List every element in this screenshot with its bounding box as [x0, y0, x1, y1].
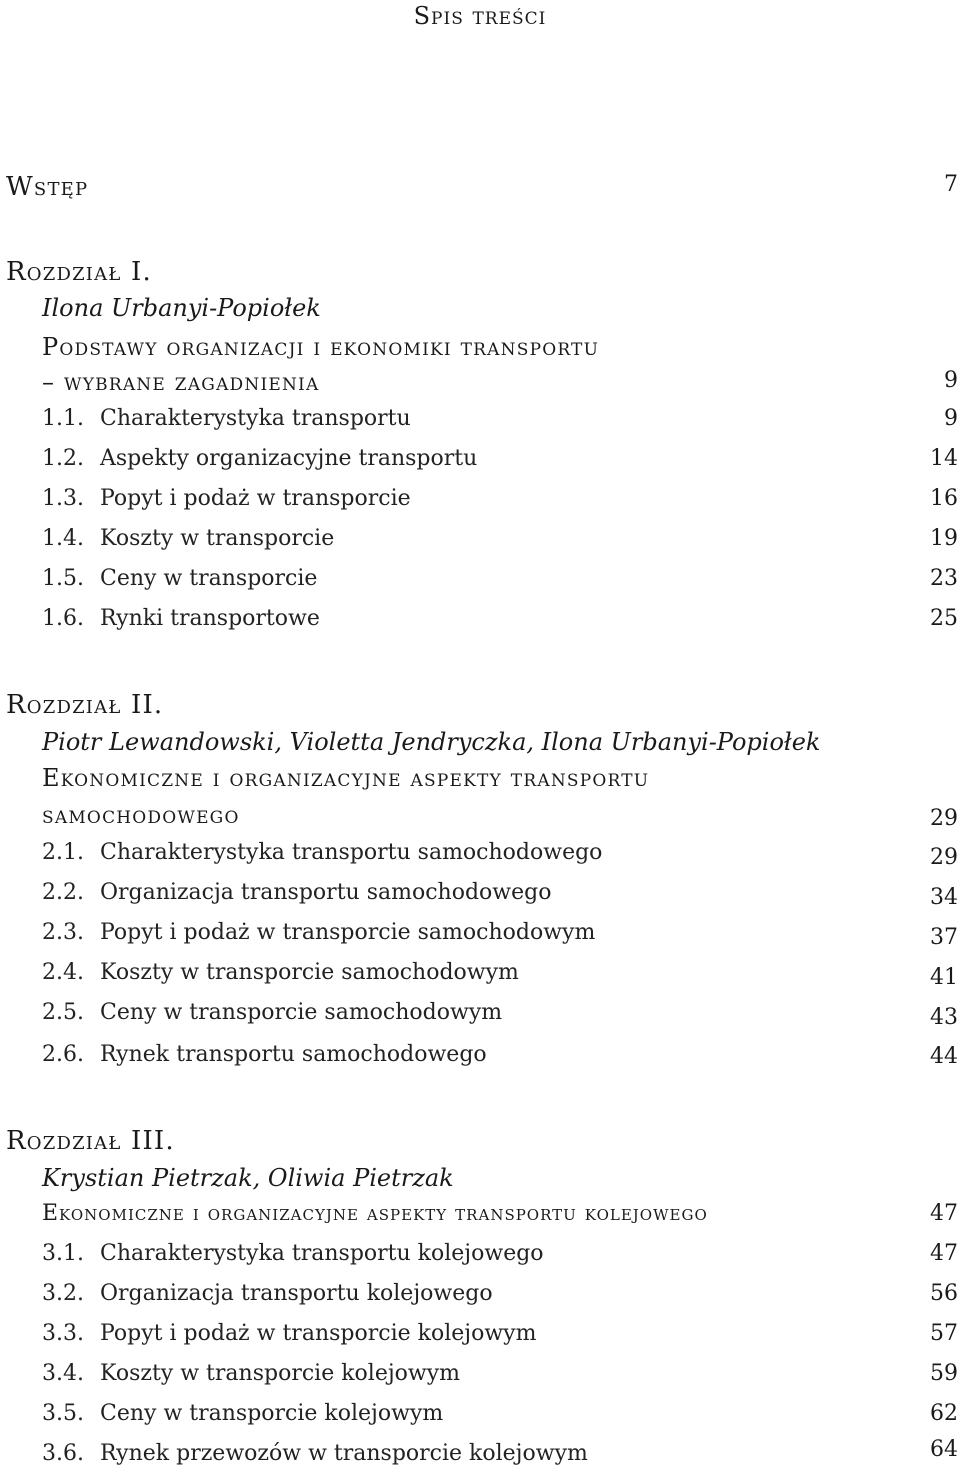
section-title: Rynki transportowe: [100, 606, 320, 631]
toc-page-number: 47: [930, 1201, 958, 1226]
section-title: Rynek transportu samochodowego: [100, 1042, 487, 1067]
toc-page-number: 16: [930, 486, 958, 511]
toc-page-number: 64: [930, 1437, 958, 1462]
chapter-1-title-row-2[interactable]: [6, 368, 958, 402]
toc-page-number: 47: [930, 1241, 958, 1266]
toc-section-entry[interactable]: [6, 1241, 958, 1275]
toc-page-number: 37: [930, 925, 958, 950]
section-number: 1.6.: [42, 606, 84, 631]
toc-section-entry[interactable]: [6, 1042, 958, 1076]
chapter-authors: Krystian Pietrzak, Oliwia Pietrzak: [42, 1164, 454, 1192]
section-number: 1.4.: [42, 526, 84, 551]
section-title: Ceny w transporcie samochodowym: [100, 1000, 503, 1025]
section-number: 2.1.: [42, 840, 84, 865]
toc-page-number: 19: [930, 526, 958, 551]
section-title: Koszty w transporcie samochodowym: [100, 960, 519, 985]
section-number: 2.4.: [42, 960, 84, 985]
section-number: 1.3.: [42, 486, 84, 511]
section-number: 3.4.: [42, 1361, 84, 1386]
section-number: 2.3.: [42, 920, 84, 945]
chapter-authors: Ilona Urbanyi-Popiołek: [42, 294, 321, 322]
chapter-3-authors-row: [6, 1164, 958, 1198]
toc-section-entry[interactable]: [6, 566, 958, 600]
chapter-2-title-row-1[interactable]: [6, 764, 958, 798]
section-number: 1.2.: [42, 446, 84, 471]
chapter-label: Rozdział I.: [6, 257, 152, 287]
chapter-title: Ekonomiczne i organizacyjne aspekty transportu kolejowego: [42, 1201, 708, 1226]
chapter-title: – wybrane zagadnienia: [42, 368, 320, 396]
toc-page-number: 59: [930, 1361, 958, 1386]
section-title: Rynek przewozów w transporcie kolejowym: [100, 1441, 588, 1466]
chapter-1-authors-row: [6, 294, 958, 328]
chapter-3-label-row: [6, 1126, 958, 1160]
toc-section-entry[interactable]: [6, 840, 958, 874]
toc-section-entry[interactable]: [6, 920, 958, 954]
chapter-title: Ekonomiczne i organizacyjne aspekty transportu: [42, 764, 650, 792]
toc-page-number: 7: [944, 172, 958, 197]
section-title: Charakterystyka transportu: [100, 406, 411, 431]
section-title: Popyt i podaż w transporcie: [100, 486, 411, 511]
section-title: Ceny w transporcie kolejowym: [100, 1401, 444, 1426]
section-number: 2.2.: [42, 880, 84, 905]
toc-section-entry[interactable]: [6, 486, 958, 520]
toc-page-number: 9: [944, 368, 958, 393]
section-title: Charakterystyka transportu samochodowego: [100, 840, 603, 865]
toc-page-number: 25: [930, 606, 958, 631]
section-title: Organizacja transportu kolejowego: [100, 1281, 493, 1306]
section-number: 3.1.: [42, 1241, 84, 1266]
toc-section-entry[interactable]: [6, 1401, 958, 1435]
section-number: 3.6.: [42, 1441, 84, 1466]
toc-section-entry[interactable]: [6, 526, 958, 560]
toc-page-number: 62: [930, 1401, 958, 1426]
section-title: Koszty w transporcie: [100, 526, 335, 551]
toc-section-entry[interactable]: [6, 1281, 958, 1315]
section-title: Ceny w transporcie: [100, 566, 318, 591]
section-number: 2.6.: [42, 1042, 84, 1067]
section-title: Organizacja transportu samochodowego: [100, 880, 552, 905]
toc-section-entry[interactable]: [6, 1437, 958, 1475]
chapter-2-authors-row: [6, 728, 958, 762]
section-title: Aspekty organizacyjne transportu: [100, 446, 478, 471]
toc-section-entry[interactable]: [6, 960, 958, 994]
chapter-title: Podstawy organizacji i ekonomiki transportu: [42, 333, 600, 361]
toc-page-number: 29: [930, 845, 958, 870]
page-title: Spis treści: [413, 2, 547, 30]
section-number: 1.1.: [42, 406, 84, 431]
section-number: 3.2.: [42, 1281, 84, 1306]
chapter-label: Rozdział II.: [6, 690, 164, 720]
chapter-1-label-row: [6, 257, 958, 291]
toc-page-number: 29: [930, 806, 958, 831]
section-number: 3.5.: [42, 1401, 84, 1426]
toc-page-number: 44: [930, 1044, 958, 1069]
toc-section-entry[interactable]: [6, 880, 958, 914]
chapter-3-title-row-1[interactable]: [6, 1201, 958, 1235]
chapter-1-title-row-1[interactable]: [6, 333, 958, 367]
toc-page-number: 23: [930, 566, 958, 591]
section-title: Popyt i podaż w transporcie samochodowym: [100, 920, 596, 945]
toc-section-entry[interactable]: [6, 1000, 958, 1034]
toc-section-entry[interactable]: [6, 1321, 958, 1355]
toc-entry-title: Wstęp: [6, 172, 89, 202]
toc-page-number: 43: [930, 1005, 958, 1030]
toc-page-number: 34: [930, 885, 958, 910]
section-number: 3.3.: [42, 1321, 84, 1346]
section-title: Koszty w transporcie kolejowym: [100, 1361, 461, 1386]
toc-section-entry[interactable]: [6, 606, 958, 640]
toc-section-entry[interactable]: [6, 446, 958, 480]
toc-page-number: 14: [930, 446, 958, 471]
toc-entry-intro[interactable]: [6, 172, 958, 206]
section-number: 1.5.: [42, 566, 84, 591]
chapter-title: samochodowego: [42, 801, 240, 829]
chapter-label: Rozdział III.: [6, 1126, 175, 1156]
toc-section-entry[interactable]: [6, 1361, 958, 1395]
section-title: Popyt i podaż w transporcie kolejowym: [100, 1321, 537, 1346]
toc-page-number: 9: [944, 406, 958, 431]
toc-page-number: 41: [930, 965, 958, 990]
chapter-2-title-row-2[interactable]: [6, 801, 958, 835]
chapter-2-label-row: [6, 690, 958, 724]
section-title: Charakterystyka transportu kolejowego: [100, 1241, 544, 1266]
section-number: 2.5.: [42, 1000, 84, 1025]
chapter-authors: Piotr Lewandowski, Violetta Jendryczka, Ilona Urbanyi-Popiołek: [42, 728, 821, 756]
toc-section-entry[interactable]: [6, 406, 958, 440]
toc-page-number: 56: [930, 1281, 958, 1306]
toc-page-number: 57: [930, 1321, 958, 1346]
